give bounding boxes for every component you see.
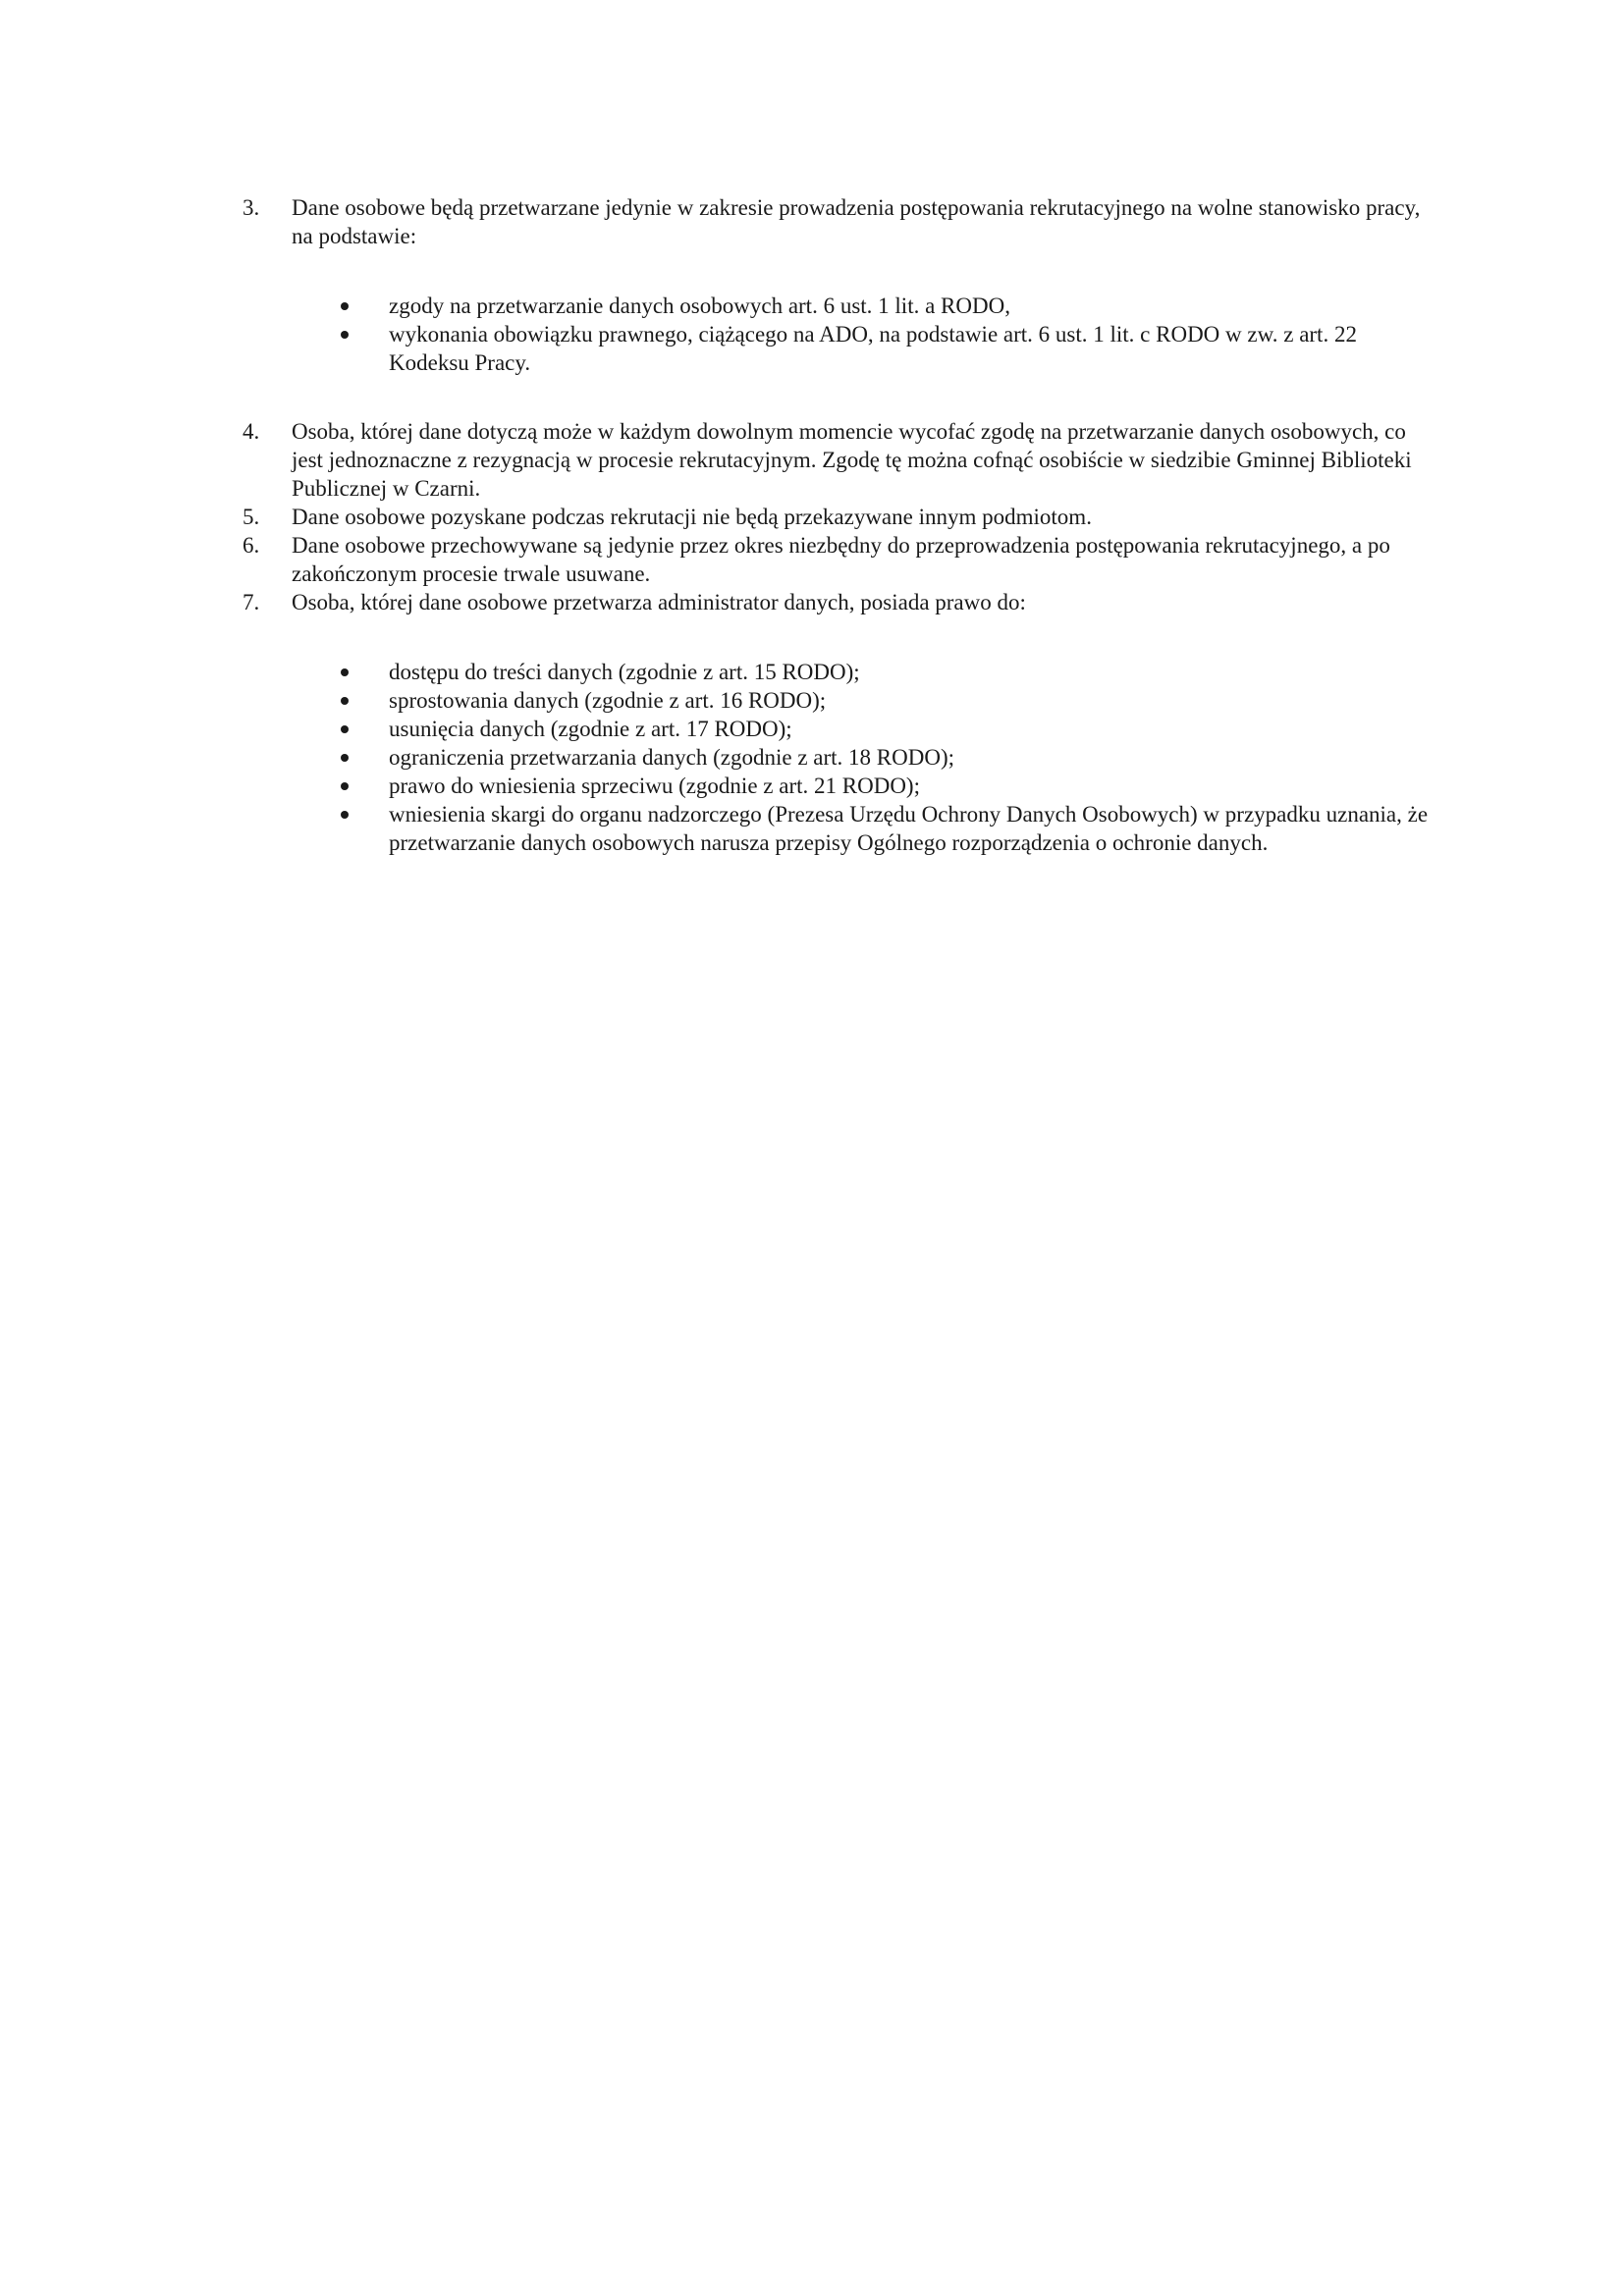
bullet-text: usunięcia danych (zgodnie z art. 17 RODO); [389,717,792,741]
bullet-icon [341,782,349,790]
bullet-item [341,715,1431,743]
bullet-item [341,743,1431,772]
bullet-text: zgody na przetwarzanie danych osobowych art. 6 ust. 1 lit. a RODO, [389,294,1010,318]
bullet-text: ograniczenia przetwarzania danych (zgodnie z art. 18 RODO); [389,745,955,770]
bullet-text: dostępu do treści danych (zgodnie z art. 15 RODO); [389,660,860,684]
item-text: Dane osobowe przechowywane są jedynie przez okres niezbędny do przeprowadzenia postępowania rekrutacyjnego, a po zakończonym procesie trwale usuwane. [292,533,1390,586]
list-item-7 [243,588,1421,616]
list-item-6 [243,531,1421,588]
bullet-icon [341,668,349,676]
item-text: Dane osobowe będą przetwarzane jedynie w zakresie prowadzenia postępowania rekrutacyjnego na wolne stanowisko pracy, na podstawie: [292,195,1421,248]
bullet-text: sprostowania danych (zgodnie z art. 16 RODO); [389,688,827,713]
bullet-list-rights [341,658,1431,857]
list-item-5 [243,503,1421,531]
bullet-icon [341,331,349,339]
item-text: Osoba, której dane osobowe przetwarza administrator danych, posiada prawo do: [292,590,1026,614]
item-text: Dane osobowe pozyskane podczas rekrutacji nie będą przekazywane innym podmiotom. [292,505,1092,529]
item-text: Osoba, której dane dotyczą może w każdym dowolnym momencie wycofać zgodę na przetwarzanie danych osobowych, co jest jednoznaczne z rezygnacją w procesie rekrutacyjnym. Zgodę tę można cofnąć osobiście w siedzibie Gminnej Biblioteki Publicznej w Czarni. [292,419,1412,501]
bullet-item [341,658,1431,686]
item-number: 4. [243,419,260,444]
bullet-list-legal-basis [341,292,1431,377]
bullet-icon [341,302,349,310]
list-item-3 [243,193,1421,250]
bullet-icon [341,754,349,762]
bullet-text: wykonania obowiązku prawnego, ciążącego na ADO, na podstawie art. 6 ust. 1 lit. c RODO w zw. z art. 22 Kodeksu Pracy. [389,322,1357,375]
bullet-item [341,320,1431,377]
bullet-text: prawo do wniesienia sprzeciwu (zgodnie z art. 21 RODO); [389,774,920,798]
item-number: 5. [243,505,260,529]
bullet-icon [341,725,349,733]
bullet-icon [341,697,349,705]
bullet-item [341,772,1431,800]
bullet-item [341,292,1431,320]
item-number: 6. [243,533,260,558]
bullet-text: wniesienia skargi do organu nadzorczego (Prezesa Urzędu Ochrony Danych Osobowych) w przypadku uznania, że przetwarzanie danych osobowych narusza przepisy Ogólnego rozporządzenia o ochronie danych. [389,802,1429,855]
bullet-item [341,800,1431,857]
item-number: 3. [243,195,260,220]
bullet-icon [341,811,349,819]
bullet-item [341,686,1431,715]
item-number: 7. [243,590,260,614]
list-item-4 [243,417,1421,503]
